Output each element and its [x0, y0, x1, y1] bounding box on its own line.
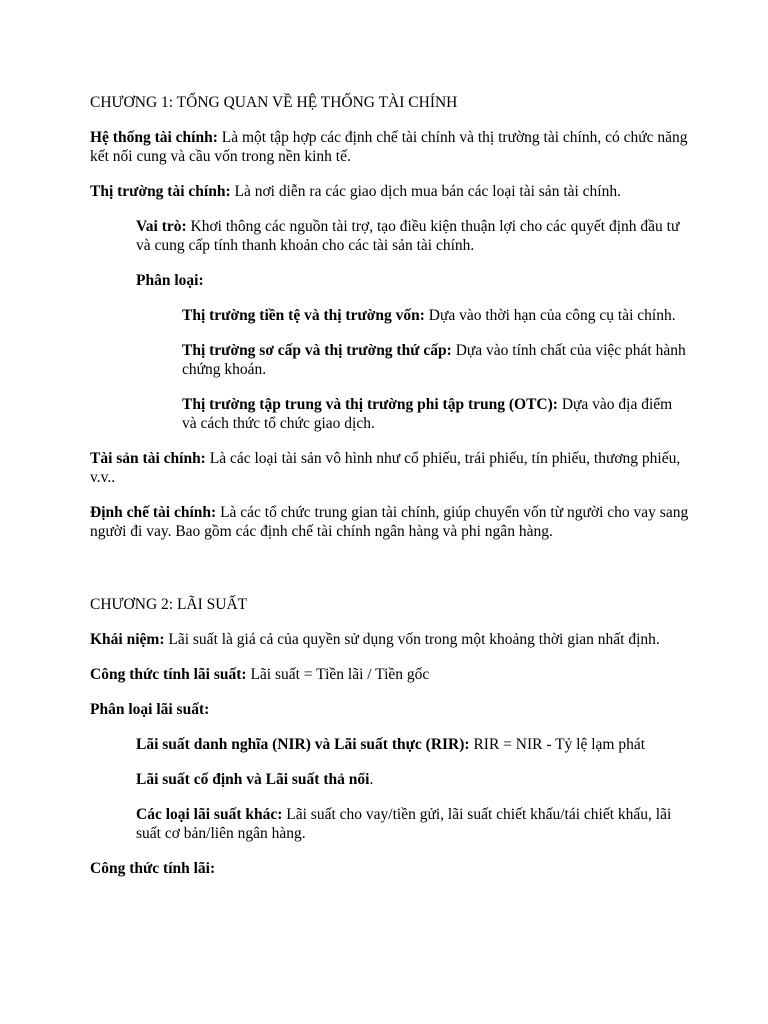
rate-type-term: Lãi suất cố định và Lãi suất thả nổi: [136, 771, 370, 788]
market-type-definition: Dựa vào tính chất của việc phát hành chứng khoán.: [182, 342, 686, 378]
chapter-spacer: [90, 557, 690, 595]
rate-type-item: [136, 805, 690, 843]
term-thi-truong-tai-chinh: Thị trường tài chính:: [90, 183, 231, 200]
rate-type-definition: .: [369, 771, 374, 788]
paragraph-tai-san-tai-chinh: [90, 449, 690, 487]
definition-tai-san-tai-chinh: Là các loại tài sản vô hình như cổ phiếu, trái phiếu, tín phiếu, thương phiếu, v.v..: [90, 450, 681, 486]
paragraph-khai-niem: [90, 630, 690, 649]
definition-he-thong-tai-chinh: Là một tập hợp các định chế tài chính và thị trường tài chính, có chức năng kết nối cung và cầu vốn trong nền kinh tế.: [90, 129, 688, 165]
paragraph-dinh-che-tai-chinh: [90, 503, 690, 541]
chapter-2-title: CHƯƠNG 2: LÃI SUẤT: [90, 596, 248, 613]
rate-type-term: Các loại lãi suất khác:: [136, 806, 283, 823]
term-dinh-che-tai-chinh: Định chế tài chính:: [90, 504, 217, 521]
market-type-definition: Dựa vào địa điểm và cách thức tổ chức giao dịch.: [182, 396, 673, 432]
term-he-thong-tai-chinh: Hệ thống tài chính:: [90, 129, 218, 146]
paragraph-phan-loai: [136, 271, 690, 290]
paragraph-vai-tro: [136, 217, 690, 255]
definition-vai-tro: Khơi thông các nguồn tài trợ, tạo điều kiện thuận lợi cho các quyết định đầu tư và cung cấp tính thanh khoản cho các tài sản tài chính.: [136, 218, 680, 254]
paragraph-cong-thuc-lai-suat: [90, 665, 690, 684]
market-type-item: [182, 395, 690, 433]
chapter-1-title: CHƯƠNG 1: TỔNG QUAN VỀ HỆ THỐNG TÀI CHÍNH: [90, 94, 458, 111]
market-type-term: Thị trường tập trung và thị trường phi tập trung (OTC):: [182, 396, 558, 413]
rate-type-term: Lãi suất danh nghĩa (NIR) và Lãi suất thực (RIR):: [136, 736, 470, 753]
rate-type-definition: RIR = NIR - Tỷ lệ lạm phát: [469, 736, 646, 753]
term-tai-san-tai-chinh: Tài sản tài chính:: [90, 450, 206, 467]
definition-thi-truong-tai-chinh: Là nơi diễn ra các giao dịch mua bán các loại tài sản tài chính.: [230, 183, 621, 200]
paragraph-cong-thuc-lai: [90, 859, 690, 878]
market-type-term: Thị trường sơ cấp và thị trường thứ cấp:: [182, 342, 452, 359]
term-cong-thuc-lai-suat: Công thức tính lãi suất:: [90, 666, 247, 683]
rate-type-item: [136, 770, 690, 789]
rate-type-definition: Lãi suất cho vay/tiền gửi, lãi suất chiết khấu/tái chiết khấu, lãi suất cơ bản/liên ngân hàng.: [136, 806, 672, 842]
paragraph-he-thong-tai-chinh: [90, 128, 690, 166]
term-phan-loai: Phân loại:: [136, 272, 204, 289]
term-vai-tro: Vai trò:: [136, 218, 187, 235]
market-type-definition: Dựa vào thời hạn của công cụ tài chính.: [424, 307, 676, 324]
market-type-item: [182, 341, 690, 379]
definition-khai-niem: Lãi suất là giá cả của quyền sử dụng vốn trong một khoảng thời gian nhất định.: [164, 631, 660, 648]
term-phan-loai-lai-suat: Phân loại lãi suất:: [90, 701, 210, 718]
term-khai-niem: Khái niệm:: [90, 631, 165, 648]
definition-dinh-che-tai-chinh: Là các tổ chức trung gian tài chính, giúp chuyển vốn từ người cho vay sang người đi vay. Bao gồm các định chế tài chính ngân hàng và phi ngân hàng.: [90, 504, 689, 540]
market-type-term: Thị trường tiền tệ và thị trường vốn:: [182, 307, 425, 324]
term-cong-thuc-lai: Công thức tính lãi:: [90, 860, 216, 877]
rate-type-item: [136, 735, 690, 754]
market-type-item: [182, 306, 690, 325]
document-page: [90, 93, 690, 894]
definition-cong-thuc-lai-suat: Lãi suất = Tiền lãi / Tiền gốc: [246, 666, 430, 683]
paragraph-phan-loai-lai-suat: [90, 700, 690, 719]
paragraph-thi-truong-tai-chinh: [90, 182, 690, 201]
